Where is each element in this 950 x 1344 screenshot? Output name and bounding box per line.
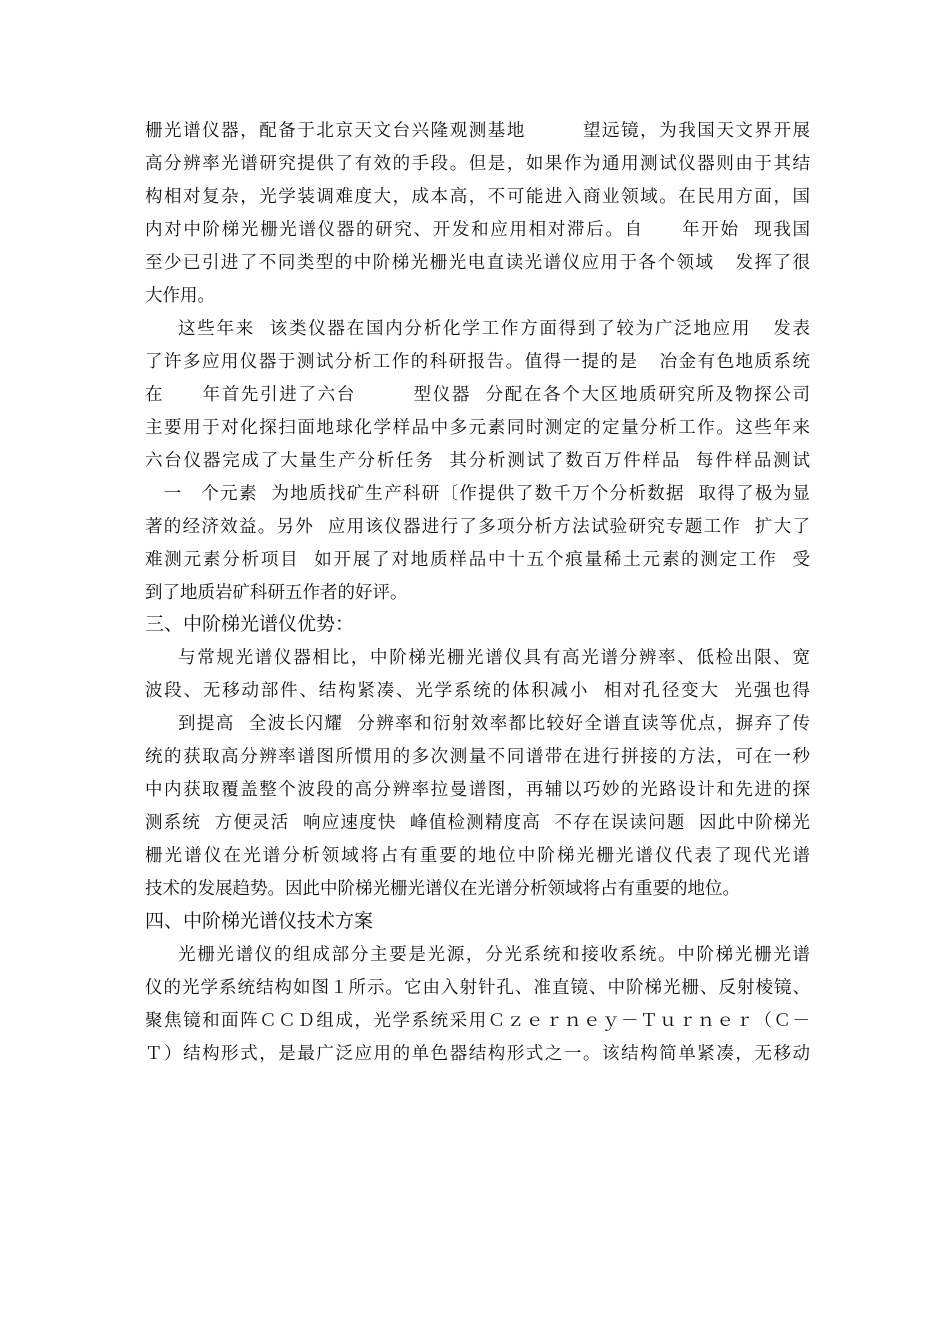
paragraph-3-line-2: 波段、无移动部件、结构紧凑、光学系统的体积减小 相对孔径变大 光强也得	[145, 681, 810, 701]
paragraph-4-line-1: 光栅光谱仪的组成部分主要是光源，分光系统和接收系统。中阶梯光栅光谱	[178, 945, 810, 965]
paragraph-1-line-1: 栅光谱仪器，配备于北京天文台兴隆观测基地 望远镜，为我国天文界开展	[145, 121, 810, 141]
paragraph-2-line-3: 在 年首先引进了六台 型仪器 分配在各个大区地质研究所及物探公司	[145, 385, 810, 405]
paragraph-2-line-9: 到了地质岩矿科研五作者的好评。	[145, 583, 408, 603]
paragraph-2-line-1: 这些年来 该类仪器在国内分析化学工作方面得到了较为广泛地应用 发表	[178, 319, 810, 339]
paragraph-3-line-8: 技术的发展趋势。因此中阶梯光栅光谱仪在光谱分析领域将占有重要的地位。	[145, 879, 740, 899]
paragraph-3-line-6: 测系统 方便灵活 响应速度快 峰值检测精度高 不存在误读问题 因此中阶梯光	[145, 813, 810, 833]
paragraph-1-line-2: 高分辨率光谱研究提供了有效的手段。但是，如果作为通用测试仪器则由于其结	[145, 154, 810, 174]
paragraph-3-line-4: 统的获取高分辨率谱图所惯用的多次测量不同谱带在进行拼接的方法，可在一秒	[145, 747, 810, 767]
paragraph-1-line-4: 内对中阶梯光栅光谱仪器的研究、开发和应用相对滞后。自 年开始 现我国	[145, 220, 810, 240]
paragraph-2-line-8: 难测元素分析项目 如开展了对地质样品中十五个痕量稀土元素的测定工作 受	[145, 550, 810, 570]
paragraph-4-line-4: Ｔ）结构形式，是最广泛应用的单色器结构形式之一。该结构简单紧凑，无移动	[145, 1044, 810, 1064]
paragraph-2-line-2: 了许多应用仪器于测试分析工作的科研报告。值得一提的是 冶金有色地质系统	[145, 352, 810, 372]
paragraph-1-line-5: 至少已引进了不同类型的中阶梯光栅光电直读光谱仪应用于各个领域 发挥了很	[145, 253, 810, 273]
section-heading-3: 三、中阶梯光谱仪优势：	[145, 613, 355, 635]
paragraph-4-line-2: 仪的光学系统结构如图１所示。它由入射针孔、准直镜、中阶梯光栅、反射棱镜、	[145, 978, 810, 998]
paragraph-2-line-7: 著的经济效益。另外 应用该仪器进行了多项分析方法试验研究专题工作 扩大了	[145, 517, 810, 537]
paragraph-4-line-3: 聚焦镜和面阵ＣＣＤ组成，光学系统采用Ｃｚｅｒｎｅｙ－Ｔｕｒｎｅｒ（Ｃ－	[145, 1011, 810, 1031]
paragraph-2-line-6: 一 个元素 为地质找矿生产科研〔作提供了数千万个分析数据 取得了极为显	[145, 484, 810, 504]
paragraph-3-line-7: 栅光谱仪在光谱分析领域将占有重要的地位中阶梯光栅光谱仪代表了现代光谱	[145, 846, 810, 866]
paragraph-3-line-3: 到提高 全波长闪耀 分辨率和衍射效率都比较好全谱直读等优点，摒弃了传	[178, 714, 810, 734]
paragraph-3-line-5: 中内获取覆盖整个波段的高分辨率拉曼谱图，再辅以巧妙的光路设计和先进的探	[145, 780, 810, 800]
paragraph-1-line-3: 构相对复杂，光学装调难度大，成本高，不可能进入商业领域。在民用方面，国	[145, 187, 810, 207]
paragraph-2-line-4: 主要用于对化探扫面地球化学样品中多元素同时测定的定量分析工作。这些年来	[145, 418, 810, 438]
paragraph-2-line-5: 六台仪器完成了大量生产分析任务 其分析测试了数百万件样品 每件样品测试	[145, 451, 810, 471]
paragraph-3-line-1: 与常规光谱仪器相比，中阶梯光栅光谱仪具有高光谱分辨率、低检出限、宽	[178, 648, 810, 668]
section-heading-4: 四、中阶梯光谱仪技术方案	[145, 910, 374, 932]
paragraph-1-line-6: 大作用。	[145, 286, 215, 306]
